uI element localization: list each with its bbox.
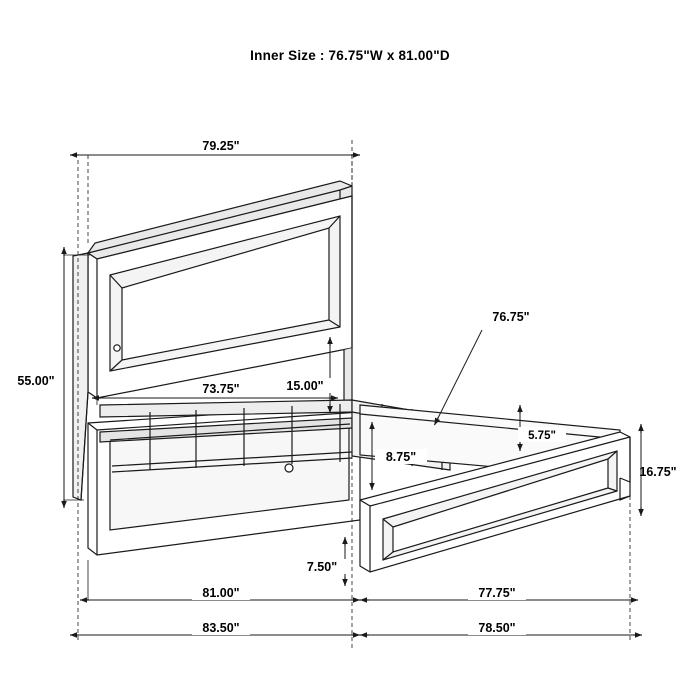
dimension-label-headboard-panel-width: 73.75" xyxy=(202,382,240,396)
dimension-label-overall-height: 55.00" xyxy=(17,374,55,388)
page-title: Inner Size : 76.75"W x 81.00"D xyxy=(250,48,450,63)
dimension-label-footboard-clearance: 7.50" xyxy=(306,560,338,574)
dimension-label-footboard-height: 16.75" xyxy=(639,465,677,479)
witness-lines xyxy=(78,140,630,648)
dimension-label-footboard-width: 77.75" xyxy=(478,586,516,600)
dimension-label-slat-height: 8.75" xyxy=(385,450,417,464)
dimension-label-inner-length-left: 81.00" xyxy=(202,586,240,600)
dimension-label-overall-length-left: 83.50" xyxy=(202,621,240,635)
dimension-label-side-rail-length: 76.75" xyxy=(492,310,530,324)
dimension-label-overall-width-right: 78.50" xyxy=(478,621,516,635)
dimension-label-rail-top-thickness: 5.75" xyxy=(528,430,556,442)
dimension-label-headboard-to-rail: 15.00" xyxy=(286,379,324,393)
dimension-label-headboard-width: 79.25" xyxy=(202,139,240,153)
